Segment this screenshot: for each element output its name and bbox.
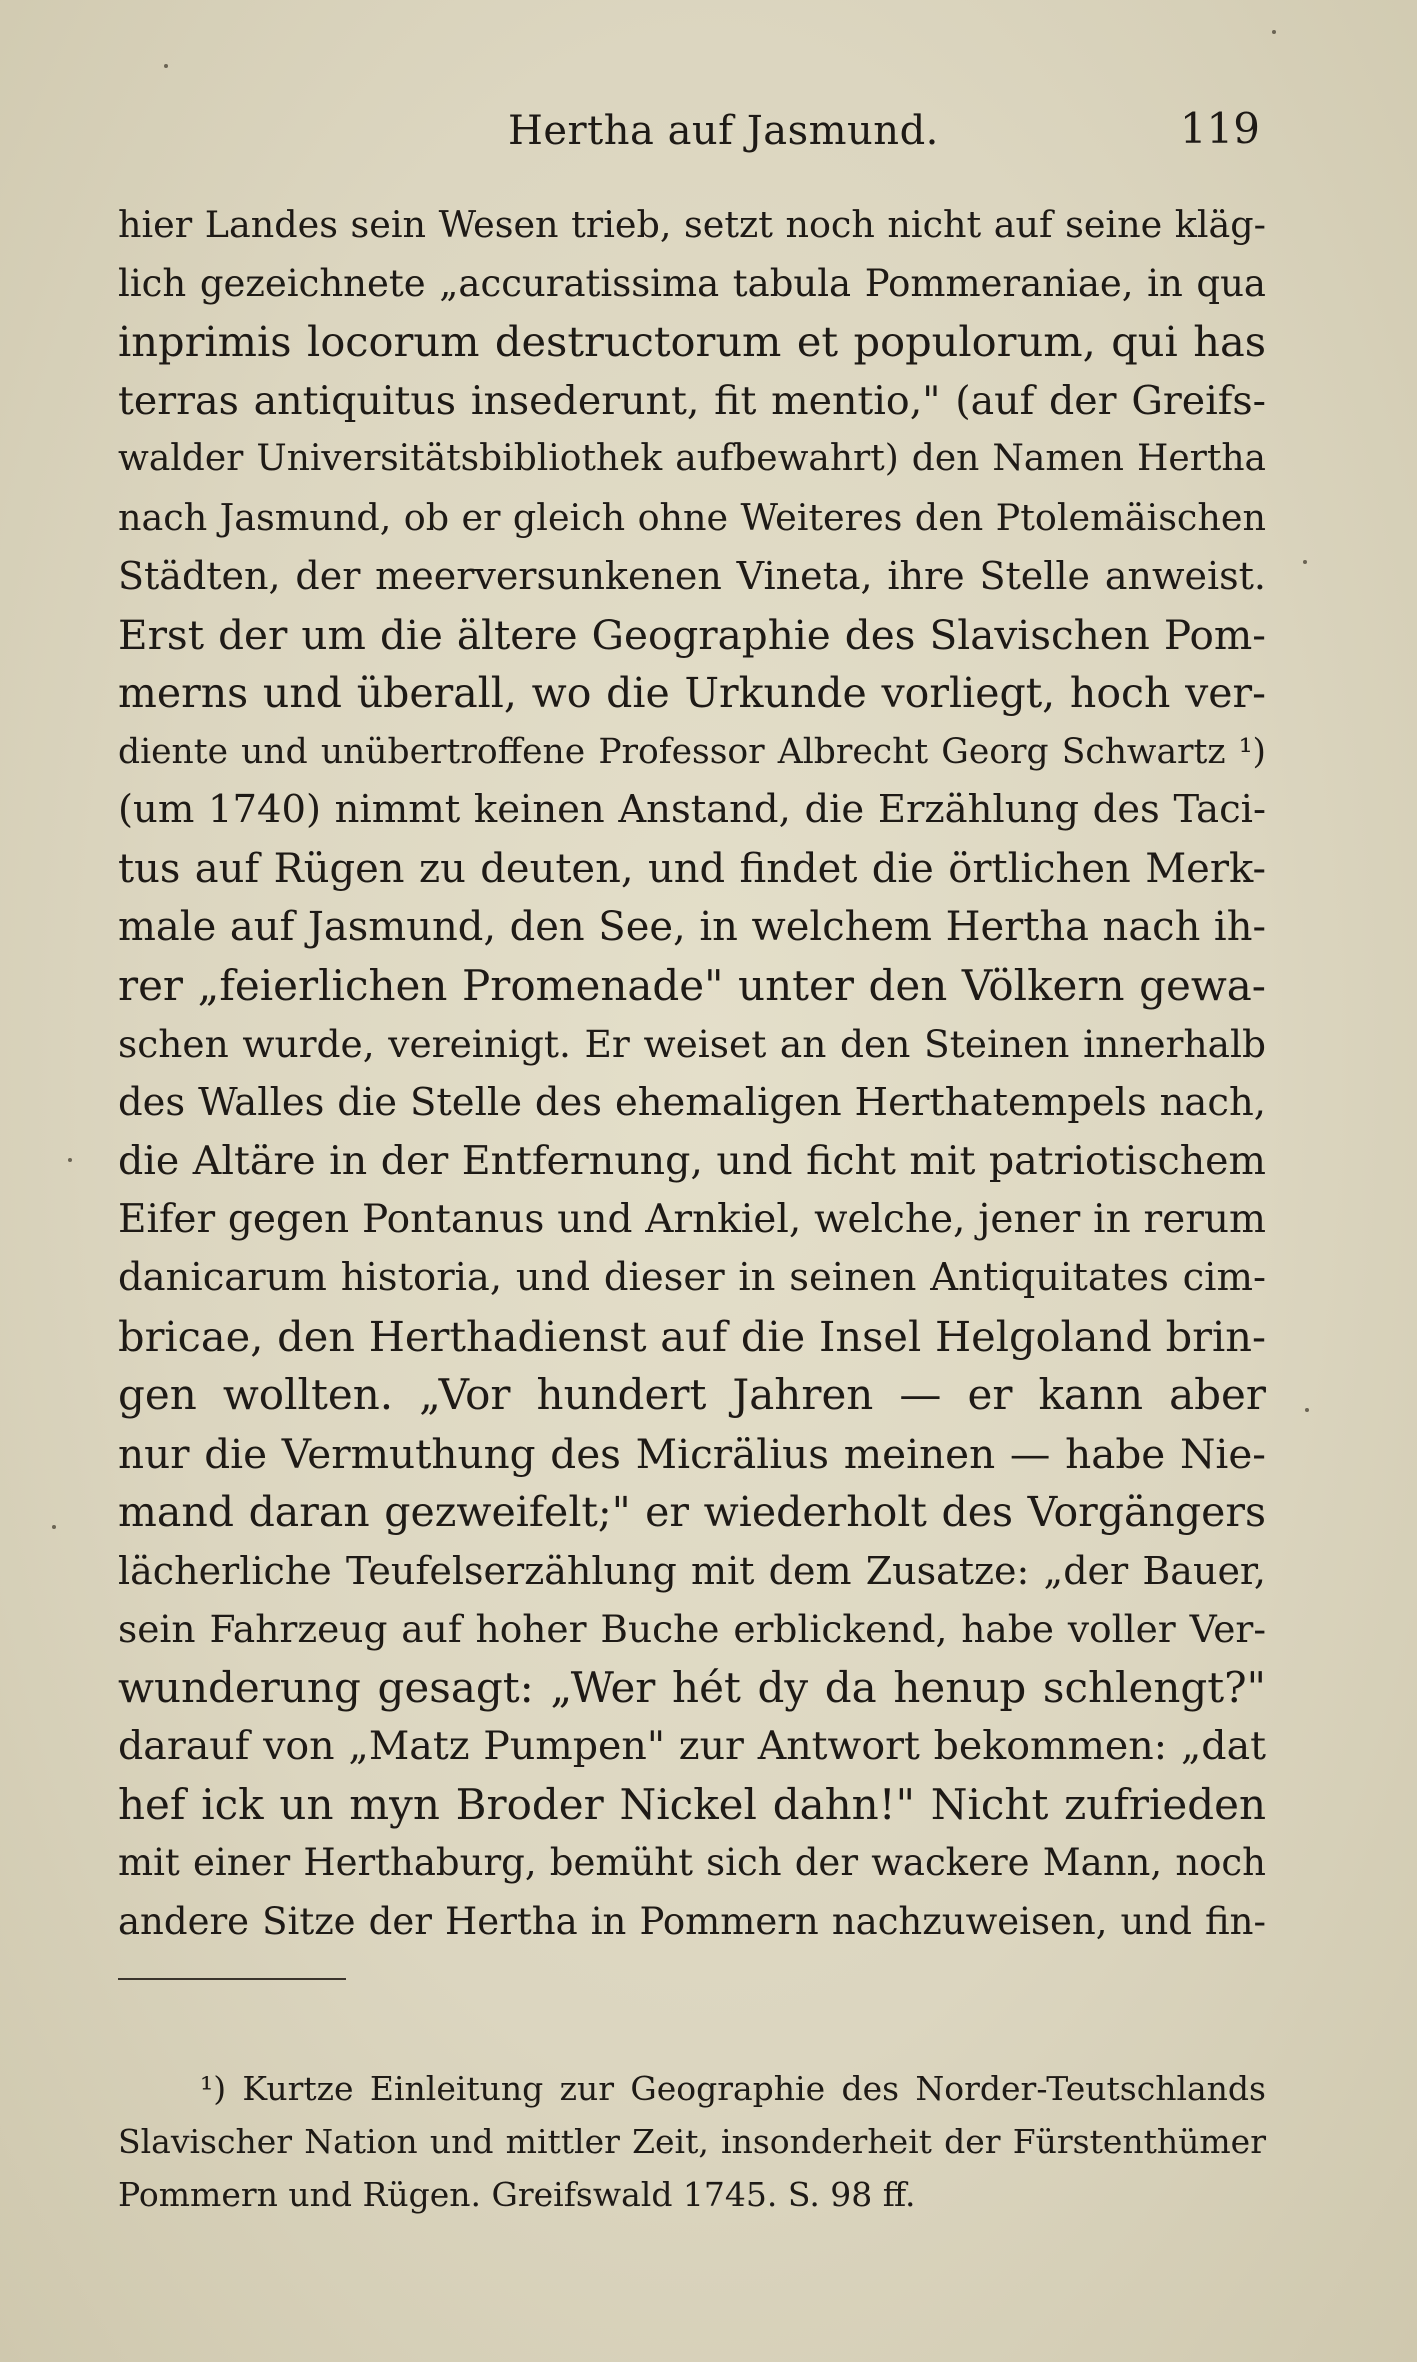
text-line: inprimis locorum destructorum et populorum, qui has	[118, 317, 1266, 366]
text-line: Städten, der meerversunkenen Vineta, ihre Stelle anweist.	[118, 554, 1266, 598]
running-title: Hertha auf Jasmund.	[508, 108, 939, 154]
footnote-divider	[118, 1978, 346, 1980]
text-line: Erst der um die ältere Geographie des Slavischen Pom-	[118, 610, 1266, 659]
text-line: lich gezeichnete „accuratissima tabula Pommeraniae, in qua	[118, 261, 1266, 305]
text-line: rer „feierlichen Promenade" unter den Völkern gewa-	[118, 960, 1266, 1010]
text-line: sein Fahrzeug auf hoher Buche erblickend, habe voller Ver-	[118, 1607, 1266, 1651]
paper-speck	[68, 1158, 72, 1162]
body-text	[118, 196, 1266, 1951]
page-number: 119	[1179, 104, 1260, 153]
text-line: male auf Jasmund, den See, in welchem Hertha nach ih-	[118, 904, 1266, 950]
text-line: hef ick un myn Broder Nickel dahn!" Nicht zufrieden	[118, 1779, 1266, 1829]
text-line: walder Universitätsbibliothek aufbewahrt) den Namen Hertha	[118, 438, 1266, 479]
footnote-line: ¹) Kurtze Einleitung zur Geographie des Norder-Teutschlands	[200, 2069, 1266, 2108]
footnote-line: Slavischer Nation und mittler Zeit, insonderheit der Fürstenthümer	[118, 2122, 1266, 2161]
page-header	[118, 104, 1266, 164]
text-line: Eifer gegen Pontanus und Arnkiel, welche, jener in rerum	[118, 1196, 1266, 1242]
text-line: gen wollten. „Vor hundert Jahren — er kann aber	[118, 1370, 1266, 1419]
text-line: schen wurde, vereinigt. Er weiset an den Steinen innerhalb	[118, 1022, 1266, 1066]
text-line: merns und überall, wo die Urkunde vorliegt, hoch ver-	[118, 669, 1266, 717]
text-line: mand daran gezweifelt;" er wiederholt des Vorgängers	[118, 1488, 1266, 1536]
paper-speck	[52, 1525, 56, 1529]
text-line: tus auf Rügen zu deuten, und findet die örtlichen Merk-	[118, 845, 1266, 892]
text-line: hier Landes sein Wesen trieb, setzt noch nicht auf seine kläg-	[118, 203, 1266, 246]
paper-speck	[1305, 1408, 1309, 1412]
paper-speck	[1303, 560, 1307, 564]
text-line: des Walles die Stelle des ehemaligen Herthatempels nach,	[118, 1079, 1266, 1125]
text-line: wunderung gesagt: „Wer hét dy da henup schlengt?"	[118, 1662, 1266, 1712]
text-line: terras antiquitus insederunt, fit mentio," (auf der Greifs-	[118, 377, 1266, 424]
text-line: bricae, den Herthadienst auf die Insel Helgoland brin-	[118, 1311, 1266, 1361]
text-line: (um 1740) nimmt keinen Anstand, die Erzählung des Taci-	[118, 787, 1266, 832]
text-line: diente und unübertroffene Professor Albrecht Georg Schwartz ¹)	[118, 731, 1266, 772]
footnote-line: Pommern und Rügen. Greifswald 1745. S. 98 ff.	[118, 2175, 916, 2214]
text-line: nach Jasmund, ob er gleich ohne Weiteres den Ptolemäischen	[118, 495, 1266, 539]
text-line: darauf von „Matz Pumpen" zur Antwort bekommen: „dat	[118, 1723, 1266, 1769]
paper-speck	[164, 64, 168, 68]
footnotes	[118, 2062, 1266, 2221]
text-line: nur die Vermuthung des Micrälius meinen — habe Nie-	[118, 1429, 1266, 1478]
text-line: lächerliche Teufelserzählung mit dem Zusatze: „der Bauer,	[118, 1548, 1266, 1593]
text-line: mit einer Herthaburg, bemüht sich der wackere Mann, noch	[118, 1841, 1266, 1884]
text-line: die Altäre in der Entfernung, und ficht mit patriotischem	[118, 1138, 1266, 1184]
text-line: danicarum historia, und dieser in seinen Antiquitates cim-	[118, 1255, 1266, 1300]
text-line: andere Sitze der Hertha in Pommern nachzuweisen, und fin-	[118, 1899, 1266, 1943]
paper-speck	[1272, 30, 1276, 34]
